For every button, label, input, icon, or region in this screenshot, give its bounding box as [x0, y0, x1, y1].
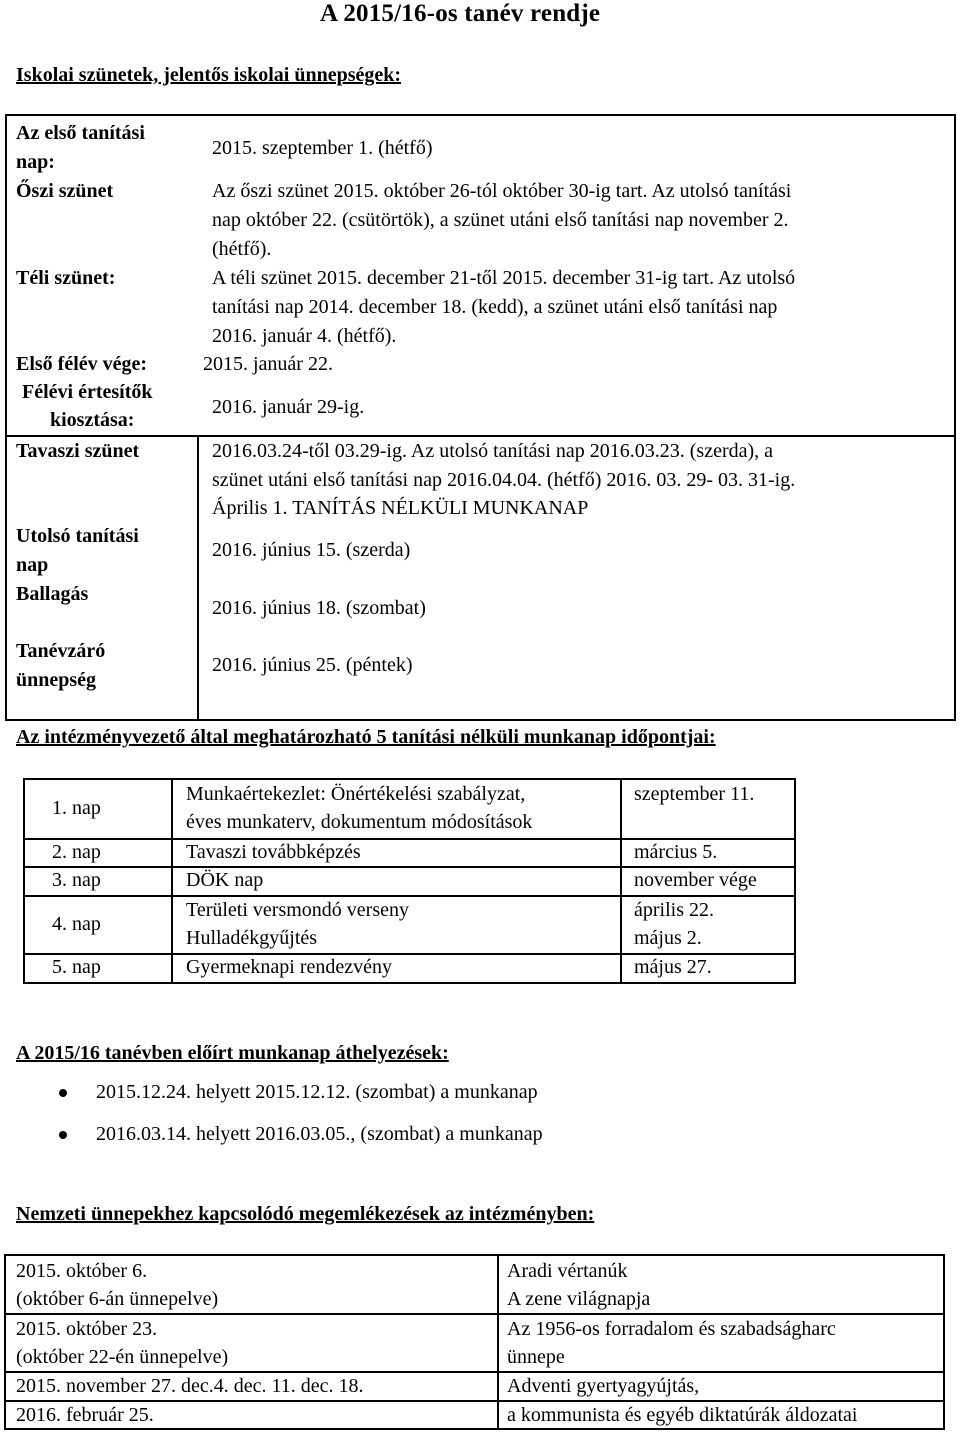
list-item-text: 2015.12.24. helyett 2015.12.12. (szombat) a munkanap — [96, 1081, 538, 1103]
event-4-line1: Területi versmondó verseny — [186, 899, 409, 921]
value-graduation: 2016. június 18. (szombat) — [212, 597, 426, 619]
date-3: november vége — [634, 869, 757, 891]
day-2: 2. nap — [52, 841, 101, 863]
list-item-text: 2016.03.14. helyett 2016.03.05., (szombat) a munkanap — [96, 1123, 543, 1145]
value-autumn-break-1: Az őszi szünet 2015. október 26-tól október 30-ig tart. Az utolsó tanítási — [212, 180, 792, 202]
day-5: 5. nap — [52, 956, 101, 978]
commem-event-1-line1: Aradi vértanúk — [507, 1260, 628, 1282]
section4-heading: Nemzeti ünnepekhez kapcsolódó megemlékezések az intézményben: — [16, 1203, 595, 1225]
event-3: DÖK nap — [186, 869, 264, 891]
day-4: 4. nap — [52, 913, 101, 935]
event-2: Tavaszi továbbképzés — [186, 841, 361, 863]
date-1: szeptember 11. — [634, 783, 755, 805]
label-graduation: Ballagás — [16, 583, 89, 605]
commem-event-2-line2: ünnepe — [507, 1346, 565, 1368]
value-first-semester-end: 2015. január 22. — [203, 353, 333, 375]
event-5: Gyermeknapi rendezvény — [186, 956, 393, 978]
value-spring-break-2: szünet utáni első tanítási nap 2016.04.04. (hétfő) 2016. 03. 29- 03. 31-ig. — [212, 469, 796, 491]
commem-date-4: 2016. február 25. — [16, 1404, 154, 1426]
label-winter-break: Téli szünet: — [16, 267, 116, 289]
label-first-semester-end: Első félév vége: — [16, 353, 148, 375]
bullet-icon — [59, 1131, 67, 1139]
page-title: A 2015/16-os tanév rendje — [320, 0, 601, 27]
commem-event-4: a kommunista és egyéb diktatúrák áldozatai — [507, 1404, 858, 1426]
value-closing: 2016. június 25. (péntek) — [212, 654, 413, 676]
label-last-day-1: Utolsó tanítási — [16, 525, 139, 547]
commem-date-1-line2: (október 6-án ünnepelve) — [16, 1288, 219, 1310]
commem-event-3: Adventi gyertyagyújtás, — [507, 1375, 700, 1397]
value-winter-break-3: 2016. január 4. (hétfő). — [212, 325, 397, 347]
label-last-day-2: nap — [16, 554, 49, 576]
value-winter-break-2: tanítási nap 2014. december 18. (kedd), a szünet utáni első tanítási nap — [212, 296, 778, 318]
value-last-day: 2016. június 15. (szerda) — [212, 539, 411, 561]
label-report-cards-1: Félévi értesítők — [22, 381, 153, 403]
date-5: május 27. — [634, 956, 712, 978]
label-closing-1: Tanévzáró — [16, 640, 106, 662]
value-spring-break-1: 2016.03.24-től 03.29-ig. Az utolsó tanítási nap 2016.03.23. (szerda), a — [212, 440, 774, 462]
date-4-line1: április 22. — [634, 899, 714, 921]
value-autumn-break-3: (hétfő). — [212, 238, 272, 260]
value-report-cards: 2016. január 29-ig. — [212, 396, 365, 418]
section1-heading: Iskolai szünetek, jelentős iskolai ünnepségek: — [16, 64, 402, 86]
value-first-day: 2015. szeptember 1. (hétfő) — [212, 137, 433, 159]
label-first-day-2: nap: — [16, 151, 55, 173]
commem-date-2-line1: 2015. október 23. — [16, 1318, 158, 1340]
date-4-line2: május 2. — [634, 927, 702, 949]
commem-date-2-line2: (október 22-én ünnepelve) — [16, 1346, 229, 1368]
event-1-line1: Munkaértekezlet: Önértékelési szabályzat, — [186, 783, 526, 805]
section3-heading: A 2015/16 tanévben előírt munkanap áthelyezések: — [16, 1042, 449, 1064]
bullet-icon — [59, 1089, 67, 1097]
day-3: 3. nap — [52, 869, 101, 891]
commem-event-1-line2: A zene világnapja — [507, 1288, 651, 1310]
label-spring-break: Tavaszi szünet — [16, 440, 140, 462]
value-autumn-break-2: nap október 22. (csütörtök), a szünet utáni első tanítási nap november 2. — [212, 209, 789, 231]
label-report-cards-2: kiosztása: — [50, 409, 135, 431]
label-first-day-1: Az első tanítási — [16, 122, 145, 144]
section2-heading: Az intézményvezető által meghatározható 5 tanítási nélküli munkanap időpontjai: — [16, 726, 716, 748]
event-4-line2: Hulladékgyűjtés — [186, 927, 318, 949]
commem-date-1-line1: 2015. október 6. — [16, 1260, 148, 1282]
value-spring-break-3: Április 1. TANÍTÁS NÉLKÜLI MUNKANAP — [212, 497, 589, 519]
date-2: március 5. — [634, 841, 718, 863]
label-closing-2: ünnepség — [16, 669, 97, 691]
label-autumn-break: Őszi szünet — [16, 180, 114, 202]
event-1-line2: éves munkaterv, dokumentum módosítások — [186, 811, 533, 833]
commem-event-2-line1: Az 1956-os forradalom és szabadságharc — [507, 1318, 836, 1340]
commem-date-3: 2015. november 27. dec.4. dec. 11. dec. 18. — [16, 1375, 364, 1397]
value-winter-break-1: A téli szünet 2015. december 21-től 2015. december 31-ig tart. Az utolsó — [212, 267, 796, 289]
day-1: 1. nap — [52, 797, 101, 819]
